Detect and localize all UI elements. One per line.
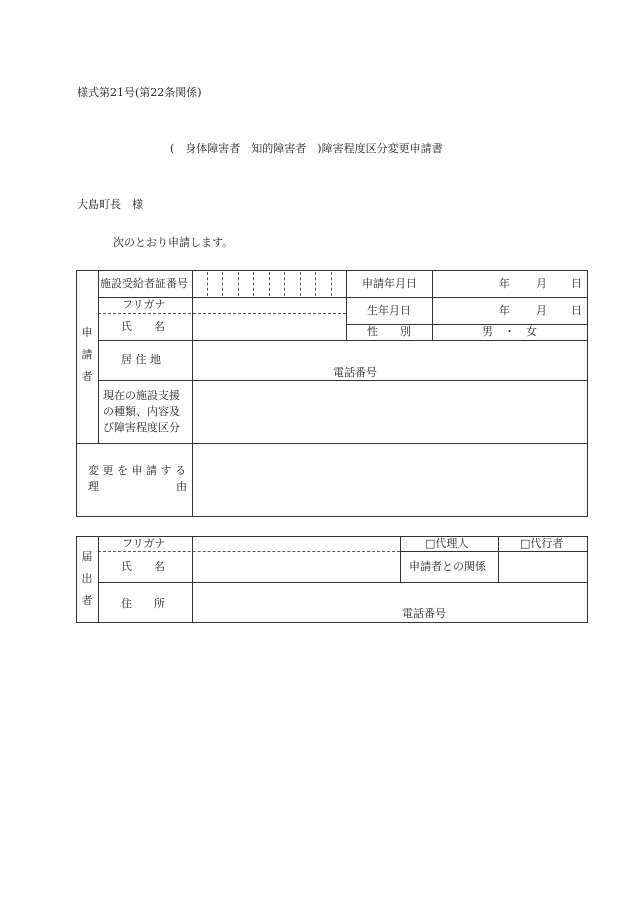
- proxy-checkbox-option[interactable]: □代行者: [520, 537, 564, 550]
- notifier-address-label: 住 所: [121, 597, 165, 610]
- notifier-furigana-label: フリガナ: [122, 537, 166, 550]
- year-label: 年: [499, 277, 510, 290]
- table-border: [587, 270, 588, 517]
- table-border: [587, 536, 588, 623]
- reason-label-line-1: 変 更 を 申 請 す る: [88, 464, 186, 477]
- grid-line: [400, 551, 587, 552]
- cert-digit-divider: [331, 272, 332, 296]
- applicant-side-label: [80, 322, 94, 388]
- gender-value: 男 ・ 女: [482, 325, 537, 338]
- side-char: 請: [81, 348, 93, 361]
- notifier-side-label: [80, 546, 94, 612]
- year-label: 年: [499, 304, 510, 317]
- grid-line: [76, 443, 588, 444]
- grid-line: [98, 536, 99, 623]
- furigana-divider: [98, 313, 346, 314]
- side-char: 出: [81, 572, 93, 585]
- grid-line: [346, 297, 587, 298]
- cert-digit-divider: [207, 272, 208, 296]
- side-char: 者: [81, 370, 93, 383]
- notifier-phone-label: 電話番号: [402, 607, 446, 620]
- relation-label: 申請者との関係: [409, 560, 486, 573]
- grid-line: [98, 270, 99, 443]
- cert-digit-divider: [222, 272, 223, 296]
- table-border: [76, 622, 588, 623]
- table-border: [76, 270, 77, 517]
- cert-digit-divider: [238, 272, 239, 296]
- support-label-line-3: び障害程度区分: [103, 421, 180, 434]
- intro-text: 次のとおり申請します。: [113, 236, 234, 249]
- birth-date-label: 生年月日: [367, 304, 411, 317]
- day-label: 日: [571, 277, 582, 290]
- grid-line: [498, 536, 499, 583]
- day-label: 日: [571, 304, 582, 317]
- application-date-label: 申請年月日: [362, 277, 417, 290]
- support-label-line-1: 現在の施設支援: [103, 389, 180, 402]
- gender-label: 性 別: [367, 325, 411, 338]
- phone-label: 電話番号: [333, 366, 377, 379]
- cert-digit-divider: [300, 272, 301, 296]
- grid-line: [432, 270, 433, 341]
- grid-line: [346, 270, 347, 341]
- furigana-label: フリガナ: [122, 298, 166, 311]
- cert-digit-divider: [269, 272, 270, 296]
- grid-line: [400, 536, 401, 583]
- grid-line: [98, 582, 587, 583]
- side-char: 届: [81, 550, 93, 563]
- side-char: 申: [81, 326, 93, 339]
- grid-line: [98, 380, 587, 381]
- table-border: [76, 516, 588, 517]
- name-label: 氏 名: [121, 320, 165, 333]
- address-label: 居 住 地: [121, 353, 161, 366]
- page-title: ( 身体障害者 知的障害者 )障害程度区分変更申請書: [170, 142, 443, 155]
- cert-digit-divider: [253, 272, 254, 296]
- month-label: 月: [536, 304, 547, 317]
- grid-line: [192, 536, 193, 623]
- form-number: 様式第21号(第22条関係): [77, 86, 202, 99]
- cert-digit-divider: [315, 272, 316, 296]
- table-border: [76, 536, 77, 623]
- notifier-name-label: 氏 名: [121, 560, 165, 573]
- reason-label-line-2: 理 由: [88, 480, 187, 493]
- month-label: 月: [536, 277, 547, 290]
- support-label-line-2: の種類、内容及: [103, 405, 180, 418]
- side-char: 者: [81, 594, 93, 607]
- addressee: 大島町長 様: [77, 198, 143, 211]
- cert-digit-divider: [284, 272, 285, 296]
- furigana-divider: [98, 551, 400, 552]
- grid-line: [98, 340, 587, 341]
- cert-number-label: 施設受給者証番号: [100, 277, 188, 290]
- table-border: [76, 270, 588, 271]
- grid-line: [192, 270, 193, 517]
- agent-checkbox-option[interactable]: □代理人: [425, 537, 469, 550]
